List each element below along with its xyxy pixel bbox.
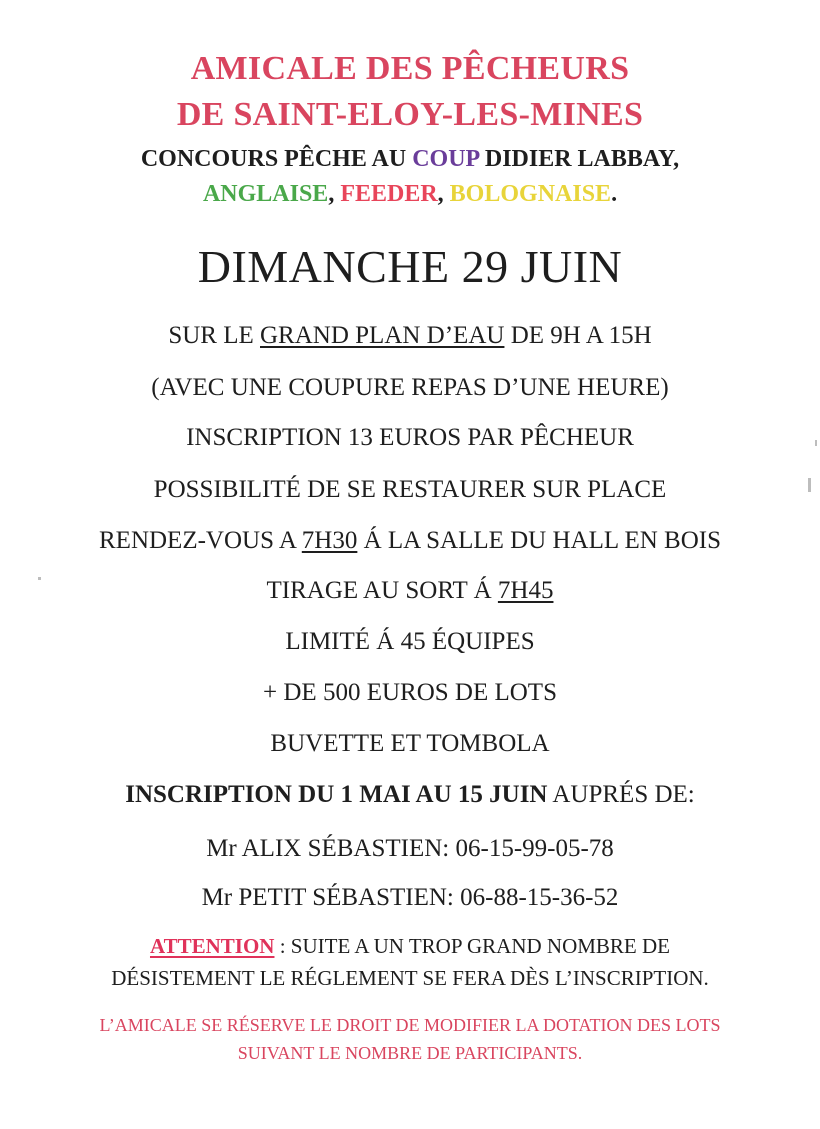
- registration-line: [0, 781, 820, 809]
- attention-text-1: : SUITE A UN TROP GRAND NOMBRE DE: [274, 934, 671, 958]
- scan-speck: [38, 577, 41, 580]
- disclaimer-line-2: SUIVANT LE NOMBRE DE PARTICIPANTS.: [237, 1043, 583, 1063]
- place-line: [0, 322, 820, 350]
- attention-line-2: DÉSISTEMENT LE RÉGLEMENT SE FERA DÈS L’INSCRIPTION.: [111, 966, 709, 990]
- meeting-line: [0, 527, 820, 555]
- meeting-suffix: Á LA SALLE DU HALL EN BOIS: [357, 527, 721, 554]
- title-line-2: DE SAINT-ELOY-LES-MINES: [176, 96, 644, 133]
- title-line-1: AMICALE DES PÊCHEURS: [190, 50, 630, 87]
- draw-time: 7H45: [497, 577, 554, 604]
- contact-1: Mr ALIX SÉBASTIEN: 06-15-99-05-78: [206, 835, 614, 862]
- meeting-prefix: RENDEZ-VOUS A: [99, 527, 302, 554]
- limit-line: LIMITÉ Á 45 ÉQUIPES: [285, 628, 535, 655]
- scan-speck: [808, 478, 811, 492]
- place-suffix: DE 9H A 15H: [504, 322, 652, 349]
- place-name: GRAND PLAN D’EAU: [260, 322, 505, 349]
- registration-suffix: AUPRÉS DE:: [547, 781, 695, 808]
- technique-bolognaise: BOLOGNAISE: [449, 181, 612, 207]
- contact-2: Mr PETIT SÉBASTIEN: 06-88-15-36-52: [201, 884, 619, 911]
- technique-anglaise: ANGLAISE: [202, 181, 329, 207]
- technique-separator-2: ,: [437, 181, 450, 207]
- bar-line: BUVETTE ET TOMBOLA: [270, 730, 550, 757]
- event-date: DIMANCHE 29 JUIN: [197, 241, 623, 292]
- draw-line: [0, 577, 820, 605]
- technique-separator-1: ,: [328, 181, 341, 207]
- scan-speck: [815, 440, 817, 446]
- food-line: POSSIBILITÉ DE SE RESTAURER SUR PLACE: [153, 476, 667, 503]
- registration-period: INSCRIPTION DU 1 MAI AU 15 JUIN: [125, 781, 548, 808]
- prizes-line: + DE 500 EUROS DE LOTS: [263, 679, 557, 706]
- fee-line: INSCRIPTION 13 EUROS PAR PÊCHEUR: [186, 424, 634, 451]
- disclaimer-line-1: L’AMICALE SE RÉSERVE LE DROIT DE MODIFIER LA DOTATION DES LOTS: [99, 1015, 721, 1035]
- attention-label: ATTENTION: [149, 934, 275, 958]
- attention-line-1: [0, 934, 820, 959]
- place-prefix: SUR LE: [168, 322, 260, 349]
- contest-coup: COUP: [412, 146, 479, 172]
- draw-prefix: TIRAGE AU SORT Á: [266, 577, 498, 604]
- technique-feeder: FEEDER: [340, 181, 438, 207]
- contest-suffix: DIDIER LABBAY,: [478, 146, 680, 172]
- techniques-line: [0, 181, 820, 208]
- break-line: (AVEC UNE COUPURE REPAS D’UNE HEURE): [151, 374, 669, 401]
- meeting-time: 7H30: [301, 527, 358, 554]
- contest-line: [0, 146, 820, 173]
- contest-prefix: CONCOURS PÊCHE AU: [140, 146, 413, 172]
- technique-end-dot: .: [611, 181, 618, 207]
